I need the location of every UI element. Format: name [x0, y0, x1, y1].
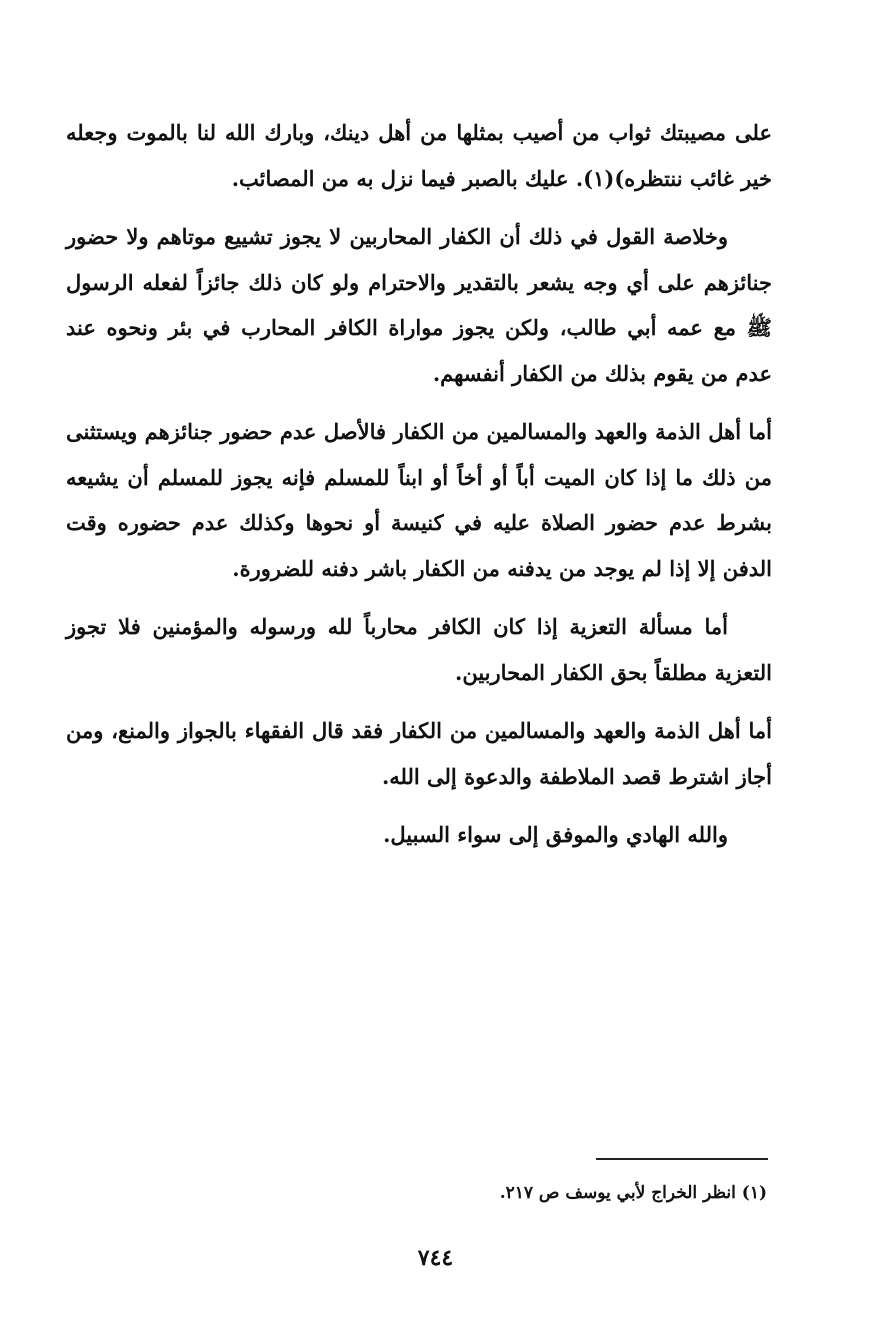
paragraph-condolence-dhimmi: أما أهل الذمة والعهد والمسالمين من الكفار فقد قال الفقهاء بالجواز والمنع، ومن أجاز اشترط قصد الملاطفة والدعوة إلى الله. — [66, 718, 772, 789]
footnote: (١) انظر الخراج لأبي يوسف ص ٢١٧. — [499, 1183, 767, 1203]
paragraph-continuation: على مصيبتك ثواب من أصيب بمثلها من أهل دينك، وبارك الله لنا بالموت وجعله خير غائب ننتظره)(١). عليك بالصبر فيما نزل به من المصائب. — [66, 120, 772, 191]
page-number: ٧٤٤ — [417, 1245, 454, 1271]
paragraph-summary: وخلاصة القول في ذلك أن الكفار المحاربين لا يجوز تشييع موتاهم ولا حضور جنائزهم على أي وجه يشعر بالتقدير والاحترام ولو كان ذلك جائزاً لفعله الرسول ﷺ مع عمه أبي طالب، ولكن يجوز مواراة الكافر المحارب في بئر ونحوه عند عدم من يقوم بذلك من الكفار أنفسهم. — [66, 224, 772, 386]
footnote-separator — [596, 1158, 768, 1160]
paragraph-condolence-combatants: أما مسألة التعزية إذا كان الكافر محارباً لله ورسوله والمؤمنين فلا تجوز التعزية مطلقاً بحق الكفار المحاربين. — [66, 614, 772, 685]
paragraph-closing: والله الهادي والموفق إلى سواء السبيل. — [383, 822, 728, 847]
paragraph-dhimmi-funerals: أما أهل الذمة والعهد والمسالمين من الكفار فالأصل عدم حضور جنائزهم ويستثنى من ذلك ما إذا كان الميت أباً أو أخاً أو ابناً للمسلم فإنه يجوز للمسلم أن يشيعه بشرط عدم حضور الصلاة عليه في كنيسة أو نحوها وكذلك عدم حضوره وقت الدفن إلا إذا لم يوجد من يدفنه من الكفار باشر دفنه للضرورة. — [66, 419, 772, 581]
main-text — [66, 110, 772, 871]
